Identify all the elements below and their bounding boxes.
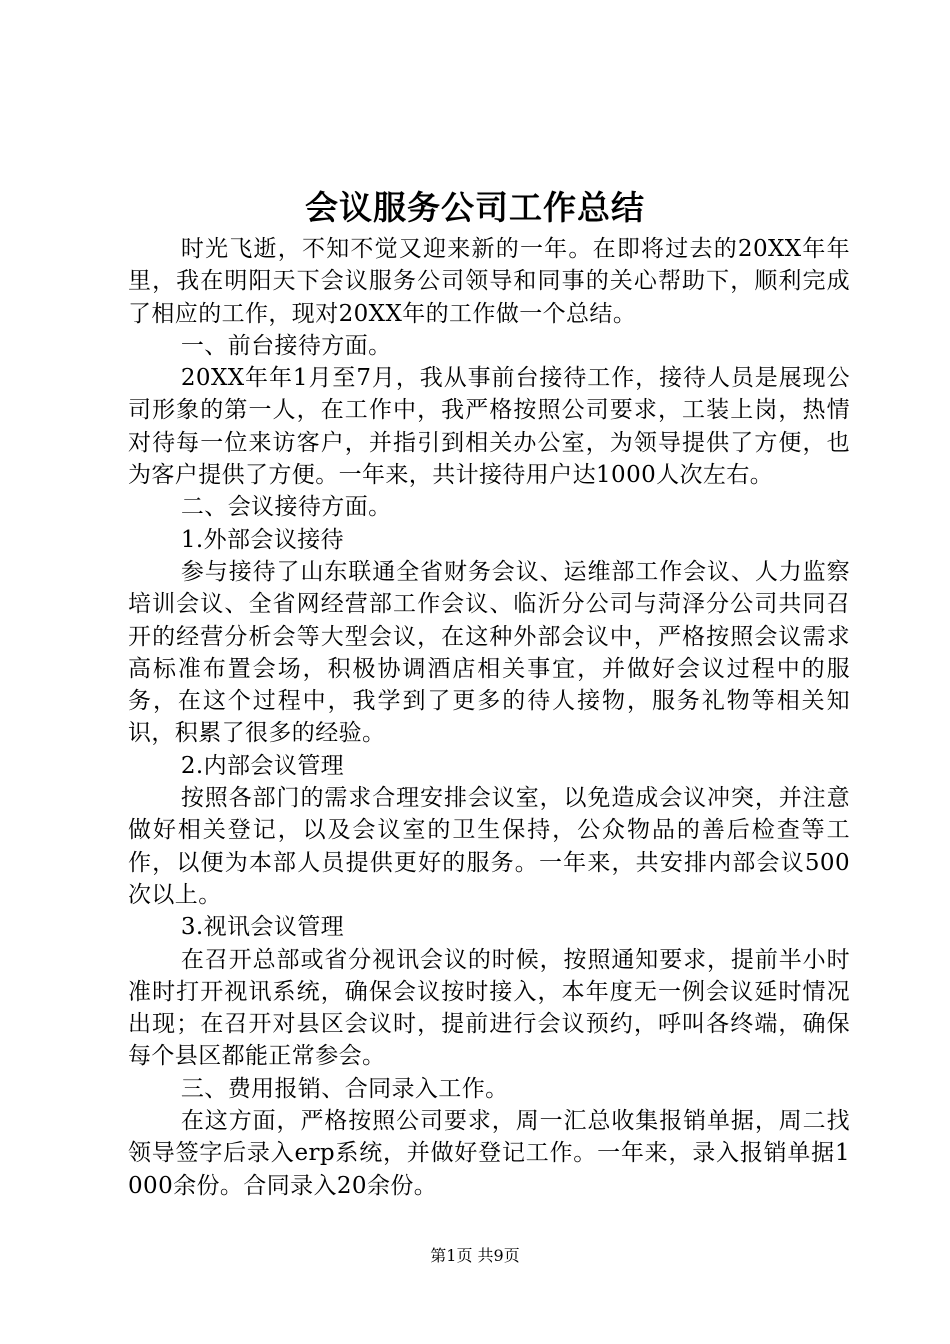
subheading-internal-meetings: 2.内部会议管理	[180, 752, 345, 779]
section-heading-front-desk: 一、前台接待方面。	[180, 332, 392, 359]
subheading-external-meetings: 1.外部会议接待	[180, 526, 345, 553]
section-heading-expenses: 三、费用报销、合同录入工作。	[180, 1075, 509, 1102]
document-body	[128, 233, 850, 1202]
paragraph-internal-meetings: 按照各部门的需求合理安排会议室，以免造成会议冲突，并注意做好相关登记，以及会议室的卫生保持，公众物品的善后检查等工作，以便为本部人员提供更好的服务。一年来，共安排内部会议500次以上。	[128, 785, 850, 908]
section-heading-meeting-reception: 二、会议接待方面。	[180, 494, 392, 521]
paragraph-expenses: 在这方面，严格按照公司要求，周一汇总收集报销单据，周二找领导签字后录入erp系统，并做好登记工作。一年来，录入报销单据1000余份。合同录入20余份。	[128, 1108, 850, 1199]
paragraph-front-desk: 20XX年年1月至7月，我从事前台接待工作，接待人员是展现公司形象的第一人，在工作中，我严格按照公司要求，工装上岗，热情对待每一位来访客户，并指引到相关办公室，为领导提供了方便，也为客户提供了方便。一年来，共计接待用户达1000人次左右。	[128, 365, 850, 489]
paragraph-video-meetings: 在召开总部或省分视讯会议的时候，按照通知要求，提前半小时准时打开视讯系统，确保会议按时接入，本年度无一例会议延时情况出现；在召开对县区会议时，提前进行会议预约，呼叫各终端，确保每个县区都能正常参会。	[128, 946, 850, 1070]
paragraph-external-meetings: 参与接待了山东联通全省财务会议、运维部工作会议、人力监察培训会议、全省网经营部工作会议、临沂分公司与菏泽分公司共同召开的经营分析会等大型会议，在这种外部会议中，严格按照会议需求高标准布置会场，积极协调酒店相关事宜，并做好会议过程中的服务，在这个过程中，我学到了更多的待人接物，服务礼物等相关知识，积累了很多的经验。	[128, 558, 850, 747]
document-title: 会议服务公司工作总结	[305, 188, 645, 227]
paragraph-intro: 时光飞逝，不知不觉又迎来新的一年。在即将过去的20XX年年里，我在明阳天下会议服务公司领导和同事的关心帮助下，顺利完成了相应的工作，现对20XX年的工作做一个总结。	[128, 236, 850, 327]
page-footer: 第1页 共9页	[430, 1246, 520, 1265]
subheading-video-meetings: 3.视讯会议管理	[180, 914, 345, 941]
